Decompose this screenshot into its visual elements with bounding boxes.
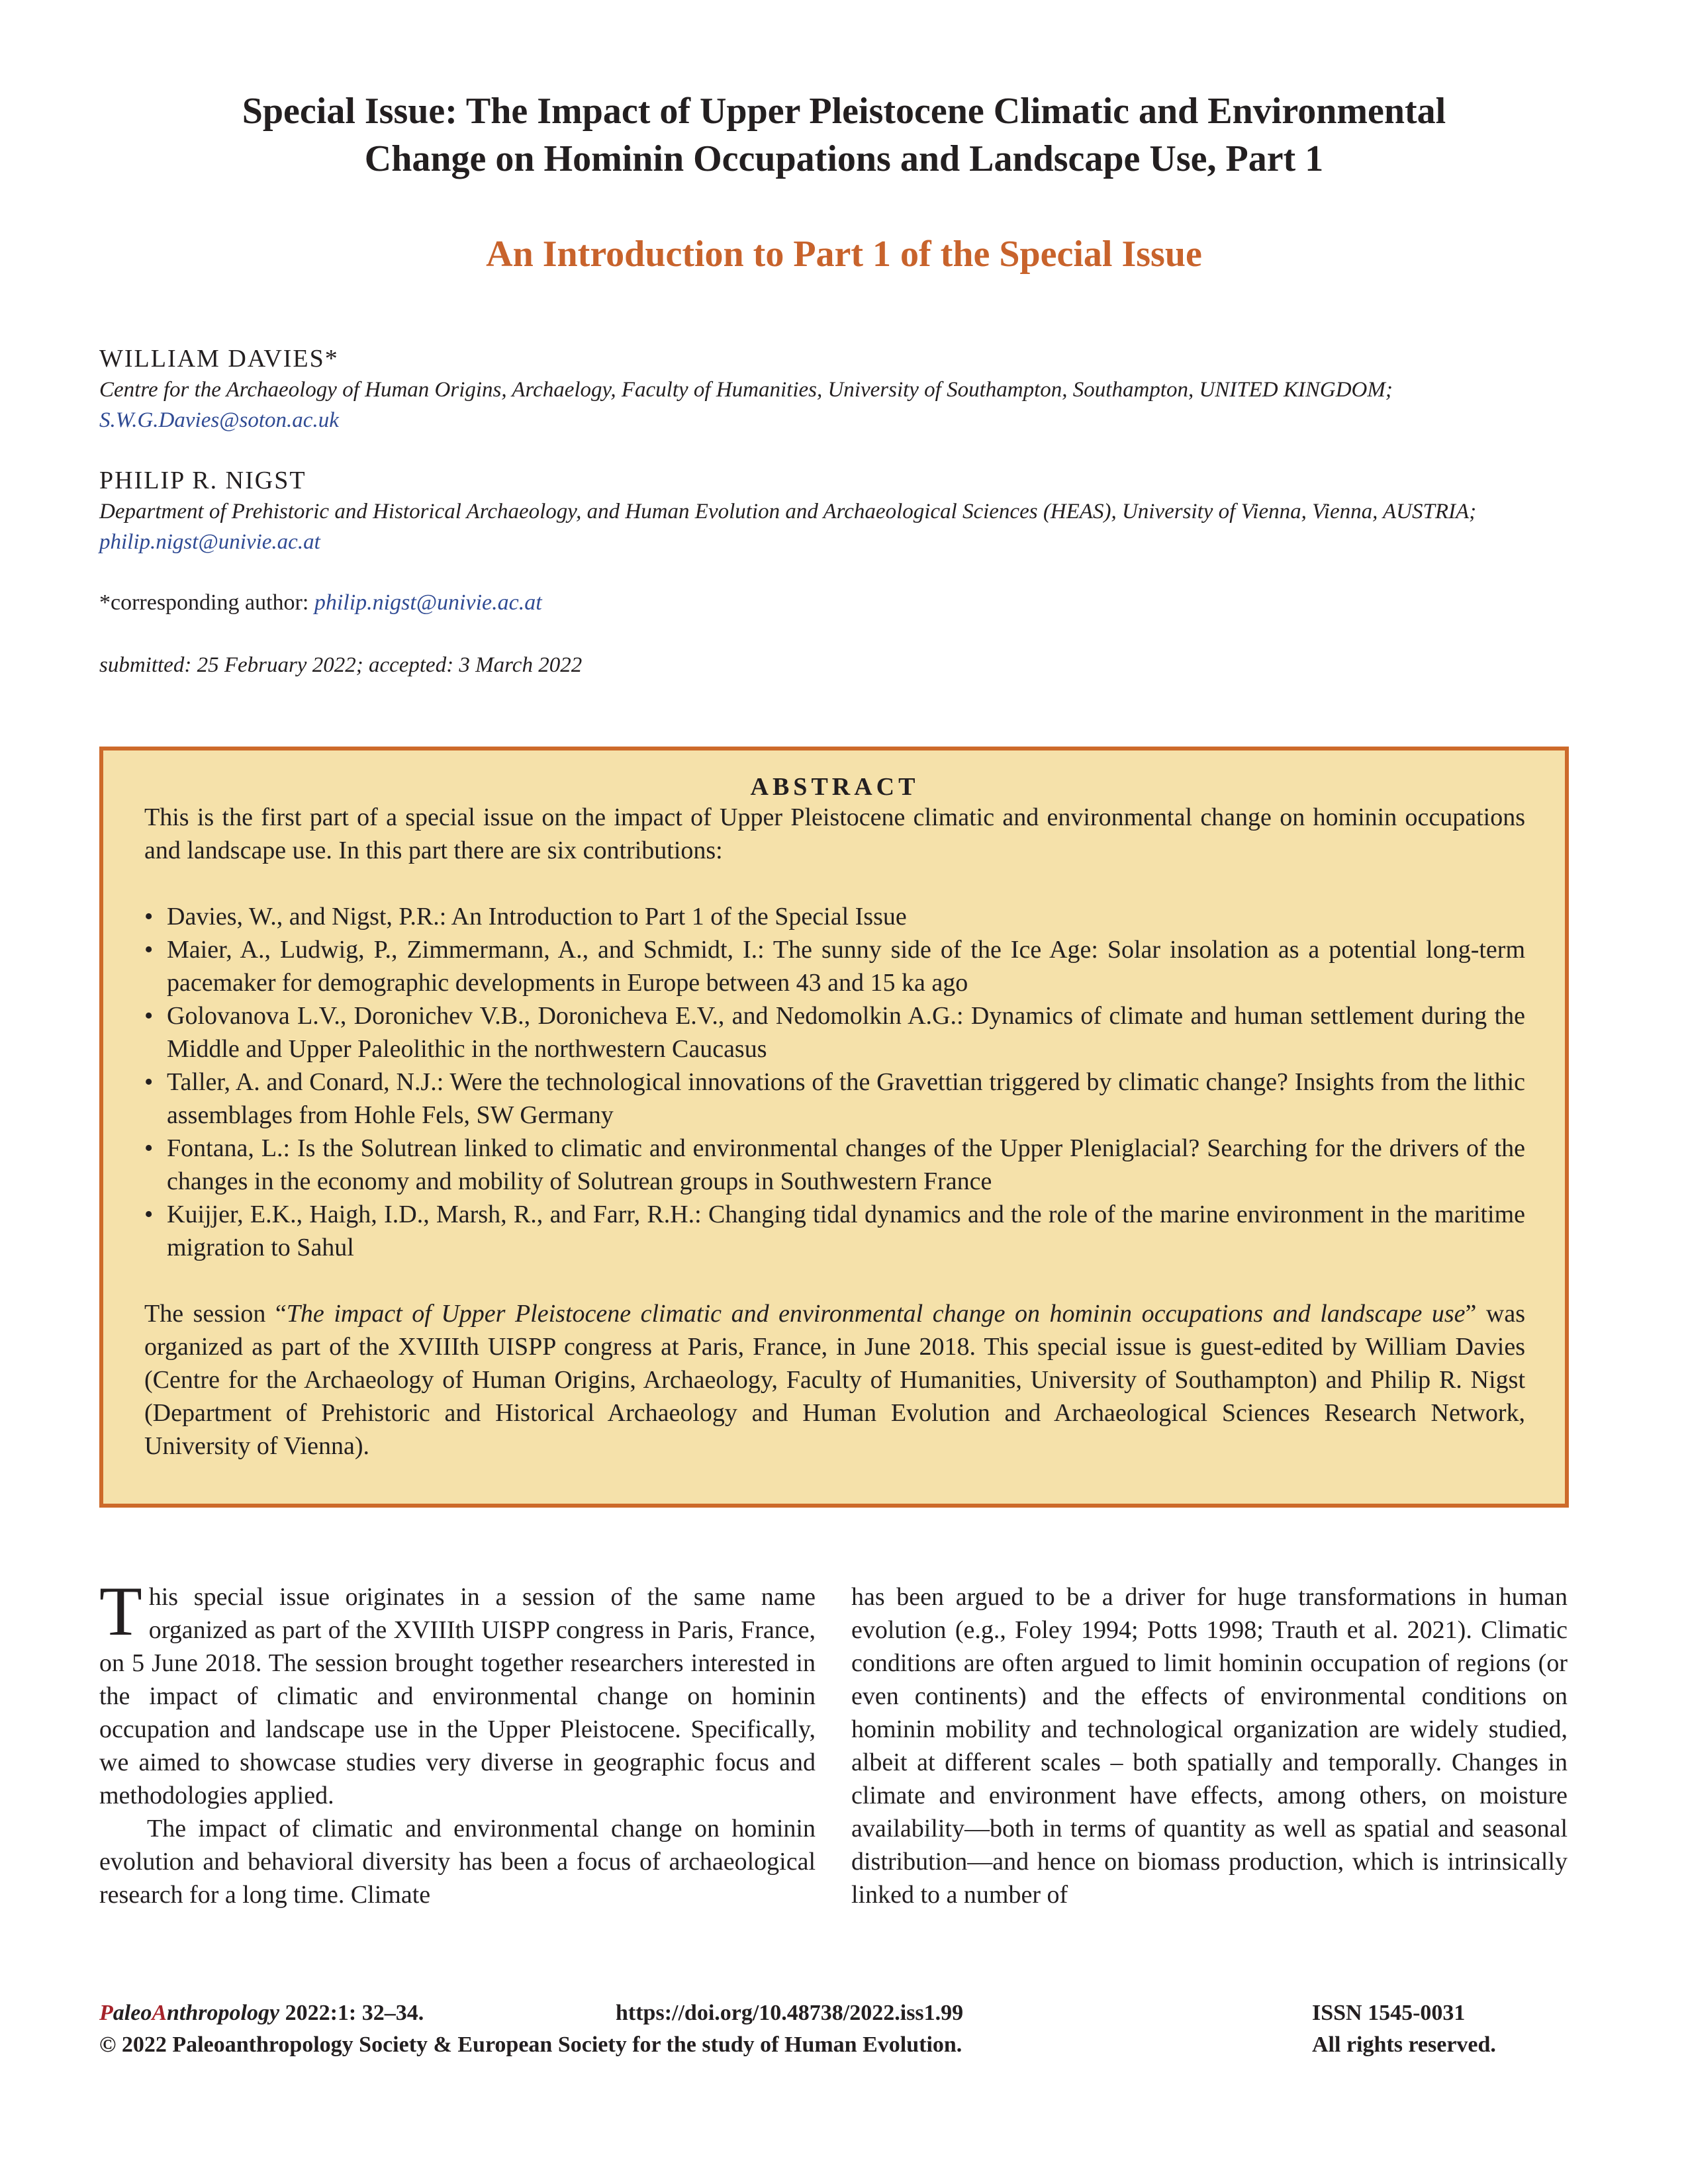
contribution-text: Fontana, L.: Is the Solutrean linked to climatic and environmental changes of the Upper Pleniglacial? Searching for the drivers of the changes in the economy and mobility of Solutrean groups in Southwestern France xyxy=(167,1134,1525,1195)
bullet-icon: • xyxy=(144,1201,154,1228)
list-item xyxy=(144,900,1525,933)
contribution-text: Kuijjer, E.K., Haigh, I.D., Marsh, R., and Farr, R.H.: Changing tidal dynamics and the role of the marine environment in the maritime migration to Sahul xyxy=(167,1201,1525,1261)
journal-name xyxy=(99,2001,279,2025)
corresponding-email-link[interactable]: philip.nigst@univie.ac.at xyxy=(314,590,542,615)
abstract-intro: This is the first part of a special issue on the impact of Upper Pleistocene climatic and environmental change on hominin occupations and landscape use. In this part there are six contributions: xyxy=(144,803,1525,864)
session-prefix: The session “ xyxy=(144,1300,287,1328)
body-paragraph-3: has been argued to be a driver for huge transformations in human evolution (e.g., Foley 1994; Potts 1998; Trauth et al. 2021). Climatic conditions are often argued to limit hominin occupation of regions (or even continents) and the effects of environmental conditions on hominin mobility and technological organization are widely studied, albeit at different scales – both spatially and temporally. Changes in climate and environment have effects, among others, on moisture availability—both in terms of quantity as well as spatial and seasonal distribution—and hence on biomass production, which is intrinsically linked to a number of xyxy=(851,1583,1568,1909)
author-affiliation xyxy=(99,375,1582,435)
body-paragraph-2: The impact of climatic and environmental change on hominin evolution and behavioral diversity has been a focus of archaeological research for a long time. Climate xyxy=(99,1815,816,1909)
session-suffix: ” was organized as part of the XVIIIth UISPP congress at Paris, France, in June 2018. This special issue is guest-edited by William Davies (Centre for the Archaeology of Human Origins, Archaeology, Faculty of Humanities, University of Southampton) and Philip R. Nigst (Department of Prehistoric and Historical Archaeology and Human Evolution and Archaeological Sciences Research Network, University of Vienna). xyxy=(144,1300,1526,1460)
footer-row-copyright xyxy=(99,2029,1575,2061)
series-title-line-1: Special Issue: The Impact of Upper Pleistocene Climatic and Environmental xyxy=(242,91,1446,132)
author-name: PHILIP R. NIGST xyxy=(99,467,306,494)
body-column-left xyxy=(99,1572,816,1911)
abstract-session-paragraph xyxy=(144,1297,1525,1463)
corresponding-author xyxy=(99,588,542,618)
bullet-icon: • xyxy=(144,1002,154,1030)
doi-link[interactable]: https://doi.org/10.48738/2022.iss1.99 xyxy=(616,2001,964,2025)
drop-cap: T xyxy=(99,1572,142,1650)
author-block-davies xyxy=(99,343,1582,435)
affiliation-text: Centre for the Archaeology of Human Origins, Archaelogy, Faculty of Humanities, University of Southampton, Southampton, UNITED KINGDOM; xyxy=(99,378,1393,402)
list-item xyxy=(144,1066,1525,1132)
rights-reserved: All rights reserved. xyxy=(1312,2032,1496,2057)
contribution-text: Davies, W., and Nigst, P.R.: An Introduction to Part 1 of the Special Issue xyxy=(167,903,907,931)
list-item xyxy=(144,1198,1525,1264)
corresponding-label: *corresponding author: xyxy=(99,590,309,615)
contribution-text: Maier, A., Ludwig, P., Zimmermann, A., and Schmidt, I.: The sunny side of the Ice Age: Solar insolation as a potential long-term pacemaker for demographic developments in Europe between 43 and 15 ka ago xyxy=(167,936,1525,997)
journal-name-accent-p: P xyxy=(99,2001,113,2025)
list-item xyxy=(144,999,1525,1066)
body-paragraph-1 xyxy=(99,1572,816,1812)
bullet-icon: • xyxy=(144,936,154,964)
abstract-box xyxy=(99,747,1569,1508)
author-block-nigst xyxy=(99,465,1582,557)
author-email-link[interactable]: philip.nigst@univie.ac.at xyxy=(99,530,320,554)
copyright: © 2022 Paleoanthropology Society & European Society for the study of Human Evolution. xyxy=(99,2032,962,2057)
submission-dates: submitted: 25 February 2022; accepted: 3 March 2022 xyxy=(99,653,583,677)
article-title: An Introduction to Part 1 of the Special Issue xyxy=(486,234,1202,275)
series-title xyxy=(99,87,1589,183)
journal-name-part: nthropology xyxy=(167,2001,280,2025)
body-column-right xyxy=(851,1580,1568,1911)
contribution-text: Golovanova L.V., Doronichev V.B., Doronicheva E.V., and Nedomolkin A.G.: Dynamics of climate and human settlement during the Middle and Upper Paleolithic in the northwestern Caucasus xyxy=(167,1002,1525,1063)
series-title-line-2: Change on Hominin Occupations and Landscape Use, Part 1 xyxy=(364,138,1324,179)
abstract-heading: ABSTRACT xyxy=(750,773,919,801)
journal-citation xyxy=(99,2001,424,2025)
issn: ISSN 1545-0031 xyxy=(1312,2001,1466,2025)
journal-name-part: aleo xyxy=(113,2001,152,2025)
affiliation-text: Department of Prehistoric and Historical Archaeology, and Human Evolution and Archaeological Sciences (HEAS), University of Vienna, Vienna, AUSTRIA; xyxy=(99,500,1477,523)
list-item xyxy=(144,933,1525,999)
citation-volume: 2022:1: 32–34. xyxy=(279,2001,424,2025)
page-footer xyxy=(99,1997,1575,2061)
journal-name-accent-a: A xyxy=(152,2001,167,2025)
footer-row-citation xyxy=(99,1997,1575,2029)
paragraph-text: his special issue originates in a session of the same name organized as part of the XVIIIth UISPP congress in Paris, France, on 5 June 2018. The session brought together researchers interested in the impact of climatic and environmental change on hominin occupation and landscape use in the Upper Pleistocene. Specifically, we aimed to showcase studies very diverse in geographic focus and methodologies applied. xyxy=(99,1583,816,1809)
author-affiliation xyxy=(99,496,1582,557)
list-item xyxy=(144,1132,1525,1198)
bullet-icon: • xyxy=(144,1134,154,1162)
contributions-list xyxy=(144,900,1525,1264)
author-name: WILLIAM DAVIES* xyxy=(99,345,339,373)
author-email-link[interactable]: S.W.G.Davies@soton.ac.uk xyxy=(99,408,339,432)
bullet-icon: • xyxy=(144,1068,154,1096)
session-title: The impact of Upper Pleistocene climatic and environmental change on hominin occupations and landscape use xyxy=(286,1300,1466,1328)
contribution-text: Taller, A. and Conard, N.J.: Were the technological innovations of the Gravettian triggered by climatic change? Insights from the lithic assemblages from Hohle Fels, SW Germany xyxy=(167,1068,1525,1129)
bullet-icon: • xyxy=(144,903,154,931)
